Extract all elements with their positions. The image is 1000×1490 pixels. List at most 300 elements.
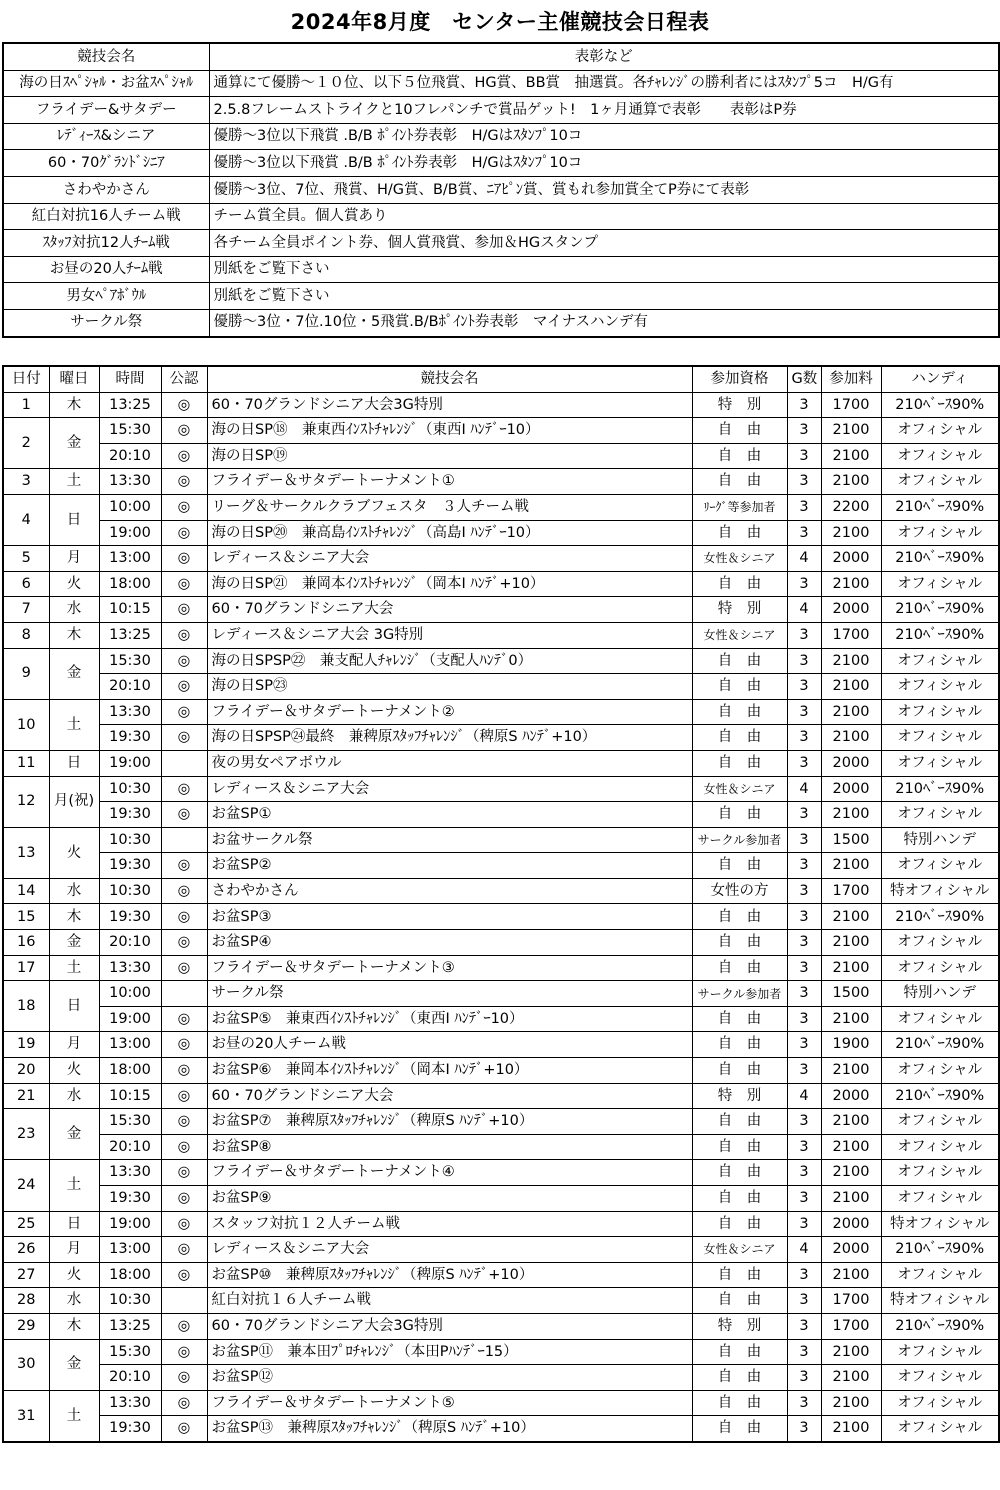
award-competition-name: 紅白対抗16人チーム戦 <box>3 203 209 230</box>
table-row <box>3 571 999 597</box>
cell-games: 3 <box>787 1390 821 1416</box>
table-row <box>3 1211 999 1237</box>
cell-handicap: オフィシャル <box>881 853 999 879</box>
cell-fee: 1500 <box>821 827 881 853</box>
cell-handicap: オフィシャル <box>881 1006 999 1032</box>
cell-fee: 2100 <box>821 1365 881 1391</box>
cell-handicap: 特オフィシャル <box>881 1211 999 1237</box>
cell-time: 19:30 <box>99 1416 161 1442</box>
cell-handicap: 210ﾍﾞｰｽ90% <box>881 597 999 623</box>
table-row <box>3 699 999 725</box>
cell-date: 10 <box>3 699 49 750</box>
cell-official: ◎ <box>161 520 207 546</box>
cell-games: 3 <box>787 674 821 700</box>
cell-official: ◎ <box>161 776 207 802</box>
cell-name: お盆SP② <box>207 853 692 879</box>
cell-official: ◎ <box>161 392 207 418</box>
cell-date: 29 <box>3 1313 49 1339</box>
cell-games: 3 <box>787 827 821 853</box>
cell-fee: 2100 <box>821 1339 881 1365</box>
cell-dow: 金 <box>49 1339 99 1390</box>
cell-date: 23 <box>3 1109 49 1160</box>
cell-time: 10:30 <box>99 776 161 802</box>
cell-time: 18:00 <box>99 1262 161 1288</box>
cell-name: お盆SP⑥ 兼岡本ｲﾝｽﾄﾁｬﾚﾝｼﾞ（岡本I ﾊﾝﾃﾞ+10） <box>207 1058 692 1084</box>
table-row <box>3 1083 999 1109</box>
cell-official: ◎ <box>161 1032 207 1058</box>
table-row <box>3 776 999 802</box>
cell-name: お盆SP⑬ 兼稗原ｽﾀｯﾌﾁｬﾚﾝｼﾞ（稗原S ﾊﾝﾃﾞ+10） <box>207 1416 692 1442</box>
cell-handicap: 特オフィシャル <box>881 1288 999 1314</box>
cell-fee: 2100 <box>821 1058 881 1084</box>
cell-handicap: オフィシャル <box>881 418 999 444</box>
cell-date: 24 <box>3 1160 49 1211</box>
cell-eligibility: 自 由 <box>692 443 787 469</box>
cell-handicap: 210ﾍﾞｰｽ90% <box>881 494 999 520</box>
cell-eligibility: 自 由 <box>692 853 787 879</box>
cell-official: ◎ <box>161 699 207 725</box>
cell-official: ◎ <box>161 878 207 904</box>
cell-fee: 2100 <box>821 1109 881 1135</box>
awards-row <box>3 70 999 97</box>
award-competition-name: お昼の20人ﾁｰﾑ戦 <box>3 256 209 283</box>
table-row <box>3 1109 999 1135</box>
cell-official: ◎ <box>161 1006 207 1032</box>
cell-date: 19 <box>3 1032 49 1058</box>
cell-time: 19:30 <box>99 1186 161 1212</box>
table-row <box>3 930 999 956</box>
page-title: 2024年8月度 センター主催競技会日程表 <box>290 10 710 34</box>
cell-games: 3 <box>787 392 821 418</box>
cell-games: 3 <box>787 1134 821 1160</box>
cell-eligibility: 自 由 <box>692 904 787 930</box>
cell-fee: 2100 <box>821 418 881 444</box>
cell-handicap: 210ﾍﾞｰｽ90% <box>881 1032 999 1058</box>
cell-time: 13:25 <box>99 1313 161 1339</box>
cell-dow: 水 <box>49 1288 99 1314</box>
cell-games: 3 <box>787 1032 821 1058</box>
cell-time: 20:10 <box>99 443 161 469</box>
table-row <box>3 1058 999 1084</box>
header-official: 公認 <box>161 366 207 392</box>
cell-eligibility: 女性＆シニア <box>692 776 787 802</box>
cell-fee: 2100 <box>821 699 881 725</box>
cell-handicap: オフィシャル <box>881 1339 999 1365</box>
table-row <box>3 1186 999 1212</box>
cell-official: ◎ <box>161 1262 207 1288</box>
table-row <box>3 750 999 776</box>
cell-dow: 日 <box>49 981 99 1032</box>
award-competition-name: さわやかさん <box>3 176 209 203</box>
awards-row <box>3 150 999 177</box>
cell-time: 10:00 <box>99 981 161 1007</box>
cell-eligibility: 特 別 <box>692 597 787 623</box>
cell-date: 30 <box>3 1339 49 1390</box>
cell-date: 18 <box>3 981 49 1032</box>
cell-time: 13:30 <box>99 955 161 981</box>
cell-fee: 1700 <box>821 878 881 904</box>
cell-handicap: 210ﾍﾞｰｽ90% <box>881 392 999 418</box>
table-row <box>3 622 999 648</box>
cell-eligibility: 自 由 <box>692 1365 787 1391</box>
cell-time: 13:30 <box>99 469 161 495</box>
table-row <box>3 1262 999 1288</box>
cell-official: ◎ <box>161 648 207 674</box>
cell-name: 海の日SPSP㉒ 兼支配人ﾁｬﾚﾝｼﾞ（支配人ﾊﾝﾃﾞ0） <box>207 648 692 674</box>
cell-name: フライデー＆サタデートーナメント① <box>207 469 692 495</box>
cell-dow: 土 <box>49 1160 99 1211</box>
cell-name: スタッフ対抗１２人チーム戦 <box>207 1211 692 1237</box>
cell-fee: 2100 <box>821 1262 881 1288</box>
table-row <box>3 674 999 700</box>
cell-fee: 1700 <box>821 392 881 418</box>
cell-handicap: オフィシャル <box>881 699 999 725</box>
table-row <box>3 1160 999 1186</box>
cell-official: ◎ <box>161 597 207 623</box>
award-description: 通算にて優勝～１０位、以下５位飛賞、HG賞、BB賞 抽選賞。各ﾁｬﾚﾝｼﾞの勝利者にはｽﾀﾝﾌﾟ5コ H/G有 <box>209 70 999 97</box>
cell-games: 3 <box>787 750 821 776</box>
table-row <box>3 648 999 674</box>
cell-dow: 土 <box>49 1390 99 1442</box>
cell-time: 10:30 <box>99 1288 161 1314</box>
cell-games: 3 <box>787 981 821 1007</box>
cell-fee: 1500 <box>821 981 881 1007</box>
cell-games: 3 <box>787 1109 821 1135</box>
cell-games: 3 <box>787 648 821 674</box>
cell-handicap: 210ﾍﾞｰｽ90% <box>881 1313 999 1339</box>
cell-games: 3 <box>787 955 821 981</box>
cell-official: ◎ <box>161 955 207 981</box>
award-competition-name: ﾚﾃﾞｨｰｽ&シニア <box>3 123 209 150</box>
cell-date: 26 <box>3 1237 49 1263</box>
table-row <box>3 1006 999 1032</box>
cell-handicap: 210ﾍﾞｰｽ90% <box>881 622 999 648</box>
cell-date: 4 <box>3 494 49 545</box>
table-row <box>3 853 999 879</box>
cell-dow: 土 <box>49 699 99 750</box>
cell-eligibility: 自 由 <box>692 1032 787 1058</box>
cell-official <box>161 750 207 776</box>
cell-dow: 金 <box>49 930 99 956</box>
cell-handicap: 210ﾍﾞｰｽ90% <box>881 1237 999 1263</box>
cell-official: ◎ <box>161 674 207 700</box>
cell-fee: 2100 <box>821 674 881 700</box>
cell-official: ◎ <box>161 1339 207 1365</box>
cell-eligibility: 自 由 <box>692 1006 787 1032</box>
cell-name: 60・70グランドシニア大会 <box>207 1083 692 1109</box>
cell-handicap: オフィシャル <box>881 802 999 828</box>
cell-handicap: オフィシャル <box>881 648 999 674</box>
award-competition-name: 海の日ｽﾍﾟｼｬﾙ・お盆ｽﾍﾟｼｬﾙ <box>3 70 209 97</box>
cell-fee: 2000 <box>821 1237 881 1263</box>
table-row <box>3 802 999 828</box>
cell-official: ◎ <box>161 1365 207 1391</box>
cell-handicap: 特オフィシャル <box>881 878 999 904</box>
cell-date: 2 <box>3 418 49 469</box>
cell-dow: 火 <box>49 827 99 878</box>
table-row <box>3 469 999 495</box>
cell-time: 18:00 <box>99 1058 161 1084</box>
awards-row <box>3 230 999 257</box>
cell-dow: 木 <box>49 622 99 648</box>
award-description: 優勝～3位以下飛賞 .B/B ﾎﾟｲﾝﾄ券表彰 H/Gはｽﾀﾝﾌﾟ10コ <box>209 123 999 150</box>
cell-fee: 2100 <box>821 1390 881 1416</box>
cell-eligibility: 自 由 <box>692 571 787 597</box>
cell-eligibility: 自 由 <box>692 699 787 725</box>
cell-fee: 2200 <box>821 494 881 520</box>
cell-time: 19:30 <box>99 853 161 879</box>
cell-handicap: オフィシャル <box>881 725 999 751</box>
cell-name: 海の日SP㉓ <box>207 674 692 700</box>
cell-time: 19:30 <box>99 725 161 751</box>
cell-date: 6 <box>3 571 49 597</box>
cell-name: 60・70グランドシニア大会3G特別 <box>207 392 692 418</box>
cell-name: リーグ＆サークルクラブフェスタ ３人チーム戦 <box>207 494 692 520</box>
cell-official: ◎ <box>161 1083 207 1109</box>
cell-games: 3 <box>787 725 821 751</box>
cell-date: 14 <box>3 878 49 904</box>
cell-time: 19:30 <box>99 802 161 828</box>
cell-eligibility: 自 由 <box>692 1339 787 1365</box>
cell-games: 3 <box>787 1288 821 1314</box>
cell-eligibility: 自 由 <box>692 802 787 828</box>
awards-row <box>3 123 999 150</box>
table-row <box>3 546 999 572</box>
cell-games: 3 <box>787 520 821 546</box>
table-row <box>3 1134 999 1160</box>
cell-official <box>161 981 207 1007</box>
cell-eligibility: 自 由 <box>692 1160 787 1186</box>
cell-date: 5 <box>3 546 49 572</box>
cell-fee: 2100 <box>821 1006 881 1032</box>
cell-time: 13:30 <box>99 699 161 725</box>
cell-games: 3 <box>787 904 821 930</box>
cell-games: 4 <box>787 546 821 572</box>
cell-name: 海の日SP⑲ <box>207 443 692 469</box>
cell-name: お盆SP⑨ <box>207 1186 692 1212</box>
cell-name: レディース＆シニア大会 <box>207 776 692 802</box>
cell-name: お盆SP① <box>207 802 692 828</box>
table-row <box>3 443 999 469</box>
cell-name: 海の日SPSP㉔最終 兼稗原ｽﾀｯﾌﾁｬﾚﾝｼﾞ（稗原S ﾊﾝﾃﾞ+10） <box>207 725 692 751</box>
cell-time: 19:00 <box>99 1211 161 1237</box>
cell-eligibility: 女性＆シニア <box>692 622 787 648</box>
cell-games: 3 <box>787 1339 821 1365</box>
table-row <box>3 1032 999 1058</box>
cell-official: ◎ <box>161 1416 207 1442</box>
cell-games: 3 <box>787 1058 821 1084</box>
cell-official: ◎ <box>161 1109 207 1135</box>
cell-games: 4 <box>787 597 821 623</box>
cell-fee: 2100 <box>821 853 881 879</box>
cell-date: 9 <box>3 648 49 699</box>
cell-games: 4 <box>787 776 821 802</box>
cell-date: 1 <box>3 392 49 418</box>
cell-dow: 木 <box>49 392 99 418</box>
cell-handicap: オフィシャル <box>881 1416 999 1442</box>
cell-games: 3 <box>787 443 821 469</box>
cell-handicap: オフィシャル <box>881 1390 999 1416</box>
cell-date: 31 <box>3 1390 49 1442</box>
cell-time: 19:00 <box>99 750 161 776</box>
awards-row <box>3 203 999 230</box>
cell-fee: 2000 <box>821 776 881 802</box>
cell-games: 3 <box>787 1006 821 1032</box>
cell-handicap: オフィシャル <box>881 1134 999 1160</box>
cell-dow: 水 <box>49 597 99 623</box>
cell-official: ◎ <box>161 802 207 828</box>
cell-time: 20:10 <box>99 1365 161 1391</box>
cell-dow: 月 <box>49 546 99 572</box>
cell-handicap: オフィシャル <box>881 469 999 495</box>
cell-dow: 木 <box>49 904 99 930</box>
cell-fee: 2100 <box>821 904 881 930</box>
table-row <box>3 878 999 904</box>
cell-games: 3 <box>787 930 821 956</box>
cell-eligibility: 自 由 <box>692 955 787 981</box>
cell-handicap: 特別ハンデ <box>881 827 999 853</box>
cell-fee: 2100 <box>821 1186 881 1212</box>
cell-name: レディース＆シニア大会 3G特別 <box>207 622 692 648</box>
cell-time: 13:00 <box>99 1237 161 1263</box>
cell-time: 13:00 <box>99 546 161 572</box>
cell-time: 20:10 <box>99 1134 161 1160</box>
cell-date: 16 <box>3 930 49 956</box>
cell-dow: 月 <box>49 1237 99 1263</box>
cell-official: ◎ <box>161 1313 207 1339</box>
awards-header-desc: 表彰など <box>209 43 999 70</box>
cell-handicap: オフィシャル <box>881 571 999 597</box>
cell-fee: 2000 <box>821 750 881 776</box>
cell-official: ◎ <box>161 725 207 751</box>
cell-games: 4 <box>787 1083 821 1109</box>
cell-name: フライデー＆サタデートーナメント② <box>207 699 692 725</box>
table-row <box>3 494 999 520</box>
cell-games: 3 <box>787 1186 821 1212</box>
cell-date: 12 <box>3 776 49 827</box>
awards-row <box>3 256 999 283</box>
cell-time: 13:00 <box>99 1032 161 1058</box>
cell-games: 3 <box>787 853 821 879</box>
cell-name: お盆SP⑧ <box>207 1134 692 1160</box>
awards-header-name: 競技会名 <box>3 43 209 70</box>
cell-dow: 土 <box>49 955 99 981</box>
cell-fee: 2100 <box>821 1134 881 1160</box>
cell-name: フライデー＆サタデートーナメント⑤ <box>207 1390 692 1416</box>
header-time: 時間 <box>99 366 161 392</box>
cell-time: 13:25 <box>99 622 161 648</box>
cell-date: 11 <box>3 750 49 776</box>
cell-name: 夜の男女ペアボウル <box>207 750 692 776</box>
cell-name: お盆SP⑦ 兼稗原ｽﾀｯﾌﾁｬﾚﾝｼﾞ（稗原S ﾊﾝﾃﾞ+10） <box>207 1109 692 1135</box>
cell-handicap: 210ﾍﾞｰｽ90% <box>881 904 999 930</box>
cell-handicap: オフィシャル <box>881 674 999 700</box>
cell-eligibility: 自 由 <box>692 648 787 674</box>
cell-name: お昼の20人チーム戦 <box>207 1032 692 1058</box>
cell-eligibility: 自 由 <box>692 1390 787 1416</box>
cell-time: 15:30 <box>99 1339 161 1365</box>
cell-time: 10:15 <box>99 597 161 623</box>
cell-official: ◎ <box>161 1390 207 1416</box>
cell-handicap: オフィシャル <box>881 955 999 981</box>
header-name: 競技会名 <box>207 366 692 392</box>
cell-date: 20 <box>3 1058 49 1084</box>
cell-official <box>161 1288 207 1314</box>
cell-handicap: オフィシャル <box>881 1160 999 1186</box>
award-description: 優勝～3位、7位、飛賞、H/G賞、B/B賞、ﾆｱﾋﾟﾝ賞、賞もれ参加賞全てP券にて表彰 <box>209 176 999 203</box>
cell-fee: 2000 <box>821 1083 881 1109</box>
cell-dow: 月 <box>49 1032 99 1058</box>
cell-dow: 水 <box>49 1083 99 1109</box>
cell-handicap: 210ﾍﾞｰｽ90% <box>881 776 999 802</box>
cell-eligibility: 女性の方 <box>692 878 787 904</box>
cell-eligibility: サークル参加者 <box>692 981 787 1007</box>
cell-games: 3 <box>787 494 821 520</box>
cell-time: 15:30 <box>99 648 161 674</box>
cell-eligibility: 自 由 <box>692 674 787 700</box>
cell-eligibility: 自 由 <box>692 1058 787 1084</box>
cell-eligibility: 自 由 <box>692 1211 787 1237</box>
cell-games: 3 <box>787 418 821 444</box>
cell-games: 3 <box>787 1313 821 1339</box>
cell-dow: 水 <box>49 878 99 904</box>
table-row <box>3 418 999 444</box>
cell-fee: 2100 <box>821 930 881 956</box>
header-games: G数 <box>787 366 821 392</box>
cell-official: ◎ <box>161 622 207 648</box>
cell-fee: 1700 <box>821 1313 881 1339</box>
cell-fee: 2100 <box>821 469 881 495</box>
cell-handicap: 210ﾍﾞｰｽ90% <box>881 1083 999 1109</box>
cell-date: 21 <box>3 1083 49 1109</box>
cell-handicap: オフィシャル <box>881 520 999 546</box>
cell-time: 19:00 <box>99 1006 161 1032</box>
cell-official: ◎ <box>161 853 207 879</box>
cell-handicap: オフィシャル <box>881 1262 999 1288</box>
cell-eligibility: 自 由 <box>692 1186 787 1212</box>
cell-name: さわやかさん <box>207 878 692 904</box>
cell-fee: 2000 <box>821 597 881 623</box>
cell-eligibility: 女性＆シニア <box>692 546 787 572</box>
cell-time: 19:30 <box>99 904 161 930</box>
cell-name: フライデー＆サタデートーナメント③ <box>207 955 692 981</box>
cell-name: サークル祭 <box>207 981 692 1007</box>
cell-date: 25 <box>3 1211 49 1237</box>
cell-official: ◎ <box>161 1237 207 1263</box>
cell-eligibility: 自 由 <box>692 725 787 751</box>
cell-eligibility: 自 由 <box>692 469 787 495</box>
cell-official: ◎ <box>161 418 207 444</box>
award-description: 優勝～3位・7位.10位・5飛賞.B/Bﾎﾟｲﾝﾄ券表彰 マイナスハンデ有 <box>209 309 999 336</box>
cell-eligibility: 自 由 <box>692 418 787 444</box>
cell-name: フライデー＆サタデートーナメント④ <box>207 1160 692 1186</box>
cell-official: ◎ <box>161 494 207 520</box>
cell-dow: 月(祝) <box>49 776 99 827</box>
cell-official: ◎ <box>161 1211 207 1237</box>
cell-official: ◎ <box>161 443 207 469</box>
cell-date: 28 <box>3 1288 49 1314</box>
cell-name: お盆SP⑩ 兼稗原ｽﾀｯﾌﾁｬﾚﾝｼﾞ（稗原S ﾊﾝﾃﾞ+10） <box>207 1262 692 1288</box>
cell-dow: 土 <box>49 469 99 495</box>
awards-row <box>3 283 999 310</box>
cell-handicap: 210ﾍﾞｰｽ90% <box>881 546 999 572</box>
cell-name: お盆SP④ <box>207 930 692 956</box>
cell-official: ◎ <box>161 930 207 956</box>
cell-fee: 2000 <box>821 1211 881 1237</box>
cell-eligibility: 自 由 <box>692 930 787 956</box>
cell-fee: 1700 <box>821 1288 881 1314</box>
table-row <box>3 597 999 623</box>
